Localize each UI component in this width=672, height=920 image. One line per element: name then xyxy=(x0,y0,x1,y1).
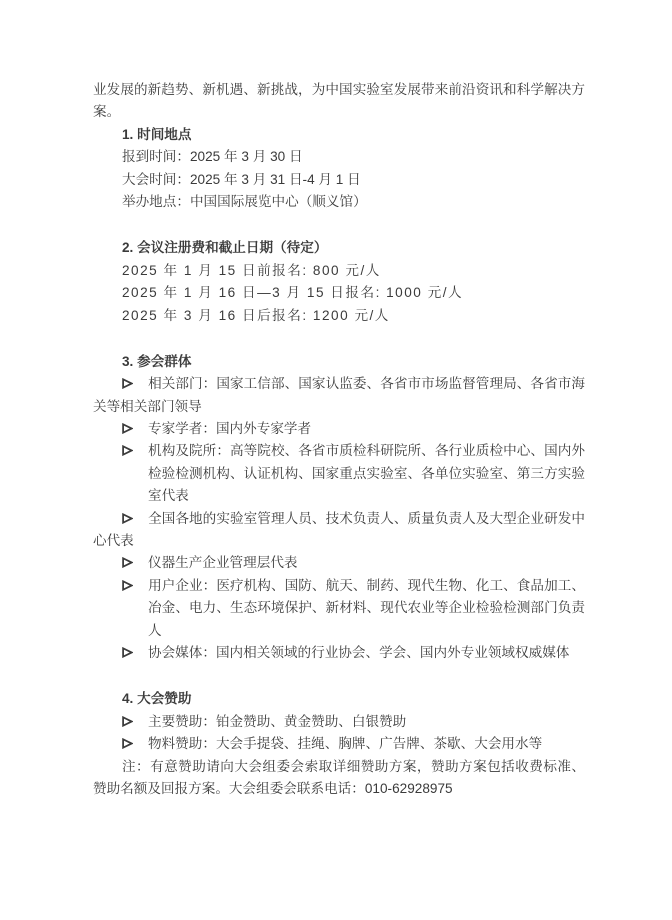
line-text: 机构及院所：高等院校、各省市质检科研院所、各行业质检中心、国内外 xyxy=(148,443,585,459)
text-line xyxy=(93,305,585,327)
text-line xyxy=(93,260,585,282)
text-line xyxy=(93,778,585,800)
bullet-item xyxy=(93,418,585,440)
bullet-item xyxy=(93,642,585,664)
text-line xyxy=(93,191,585,213)
bullet-item xyxy=(93,440,585,462)
line-text: 人 xyxy=(148,622,162,638)
line-text: 注：有意赞助请向大会组委会索取详细赞助方案，赞助方案包括收费标准、 xyxy=(122,758,585,774)
text-line xyxy=(93,485,585,507)
document-body xyxy=(93,79,585,800)
bullet-item xyxy=(93,733,585,755)
line-text: 协会媒体：国内相关领域的行业协会、学会、国内外专业领域权威媒体 xyxy=(148,644,570,660)
bullet-item xyxy=(93,373,585,395)
line-text: 案。 xyxy=(93,104,121,120)
line-text: 用户企业：医疗机构、国防、航天、制药、现代生物、化工、食品加工、 xyxy=(148,577,585,593)
text-line xyxy=(93,620,585,642)
line-text: 2025 年 1 月 15 日前报名: 800 元/人 xyxy=(122,262,381,278)
line-text: 专家学者：国内外专家学者 xyxy=(148,421,312,437)
line-text: 全国各地的实验室管理人员、技术负责人、质量负责人及大型企业研发中 xyxy=(148,510,585,526)
arrowhead-bullet-icon xyxy=(122,508,148,530)
line-text: 赞助名额及回报方案。大会组委会联系电话：010-62928975 xyxy=(93,780,453,796)
bullet-item xyxy=(93,552,585,574)
line-text: 业发展的新趋势、新机遇、新挑战，为中国实验室发展带来前沿资讯和科学解决方 xyxy=(93,82,585,97)
line-text: 举办地点：中国国际展览中心（顺义馆） xyxy=(122,193,367,209)
text-line xyxy=(93,396,585,418)
line-text: 2025 年 1 月 16 日—3 月 15 日报名: 1000 元/人 xyxy=(122,285,464,301)
section-heading xyxy=(93,688,585,710)
text-line xyxy=(93,756,585,778)
arrowhead-bullet-icon xyxy=(122,733,148,755)
line-text: 检验检测机构、认证机构、国家重点实验室、各单位实验室、第三方实验 xyxy=(148,465,585,481)
arrowhead-bullet-icon xyxy=(122,575,148,597)
arrowhead-bullet-icon xyxy=(122,552,148,574)
line-text: 冶金、电力、生态环境保护、新材料、现代农业等企业检验检测部门负责 xyxy=(148,600,585,616)
line-text: 心代表 xyxy=(93,533,134,549)
line-text: 1. 时间地点 xyxy=(122,126,192,142)
line-text: 相关部门：国家工信部、国家认监委、各省市市场监督管理局、各省市海 xyxy=(148,376,585,392)
arrowhead-bullet-icon xyxy=(122,418,148,440)
line-text: 3. 参会群体 xyxy=(122,353,192,369)
bullet-item xyxy=(93,508,585,530)
text-line xyxy=(93,530,585,552)
line-text: 大会时间：2025 年 3 月 31 日-4 月 1 日 xyxy=(122,171,361,187)
text-line xyxy=(93,169,585,191)
arrowhead-bullet-icon xyxy=(122,373,148,395)
arrowhead-bullet-icon xyxy=(122,711,148,733)
line-text: 主要赞助：铂金赞助、黄金赞助、白银赞助 xyxy=(148,713,407,729)
line-text: 仪器生产企业管理层代表 xyxy=(148,555,298,571)
text-line xyxy=(93,146,585,168)
line-text: 4. 大会赞助 xyxy=(122,691,192,707)
line-text: 报到时间：2025 年 3 月 30 日 xyxy=(122,149,303,165)
text-line xyxy=(93,282,585,304)
text-line xyxy=(93,597,585,619)
line-text: 室代表 xyxy=(148,488,189,504)
bullet-item xyxy=(93,575,585,597)
line-text: 2025 年 3 月 16 日后报名: 1200 元/人 xyxy=(122,307,390,323)
text-line xyxy=(93,463,585,485)
bullet-item xyxy=(93,711,585,733)
section-heading xyxy=(93,124,585,146)
section-heading xyxy=(93,237,585,259)
section-heading xyxy=(93,351,585,373)
line-text: 关等相关部门领导 xyxy=(93,398,202,414)
arrowhead-bullet-icon xyxy=(122,642,148,664)
text-line xyxy=(93,79,585,101)
arrowhead-bullet-icon xyxy=(122,440,148,462)
text-line xyxy=(93,101,585,123)
line-text: 2. 会议注册费和截止日期（待定） xyxy=(122,240,328,256)
line-text: 物料赞助：大会手提袋、挂绳、胸牌、广告牌、茶歇、大会用水等 xyxy=(148,736,543,752)
